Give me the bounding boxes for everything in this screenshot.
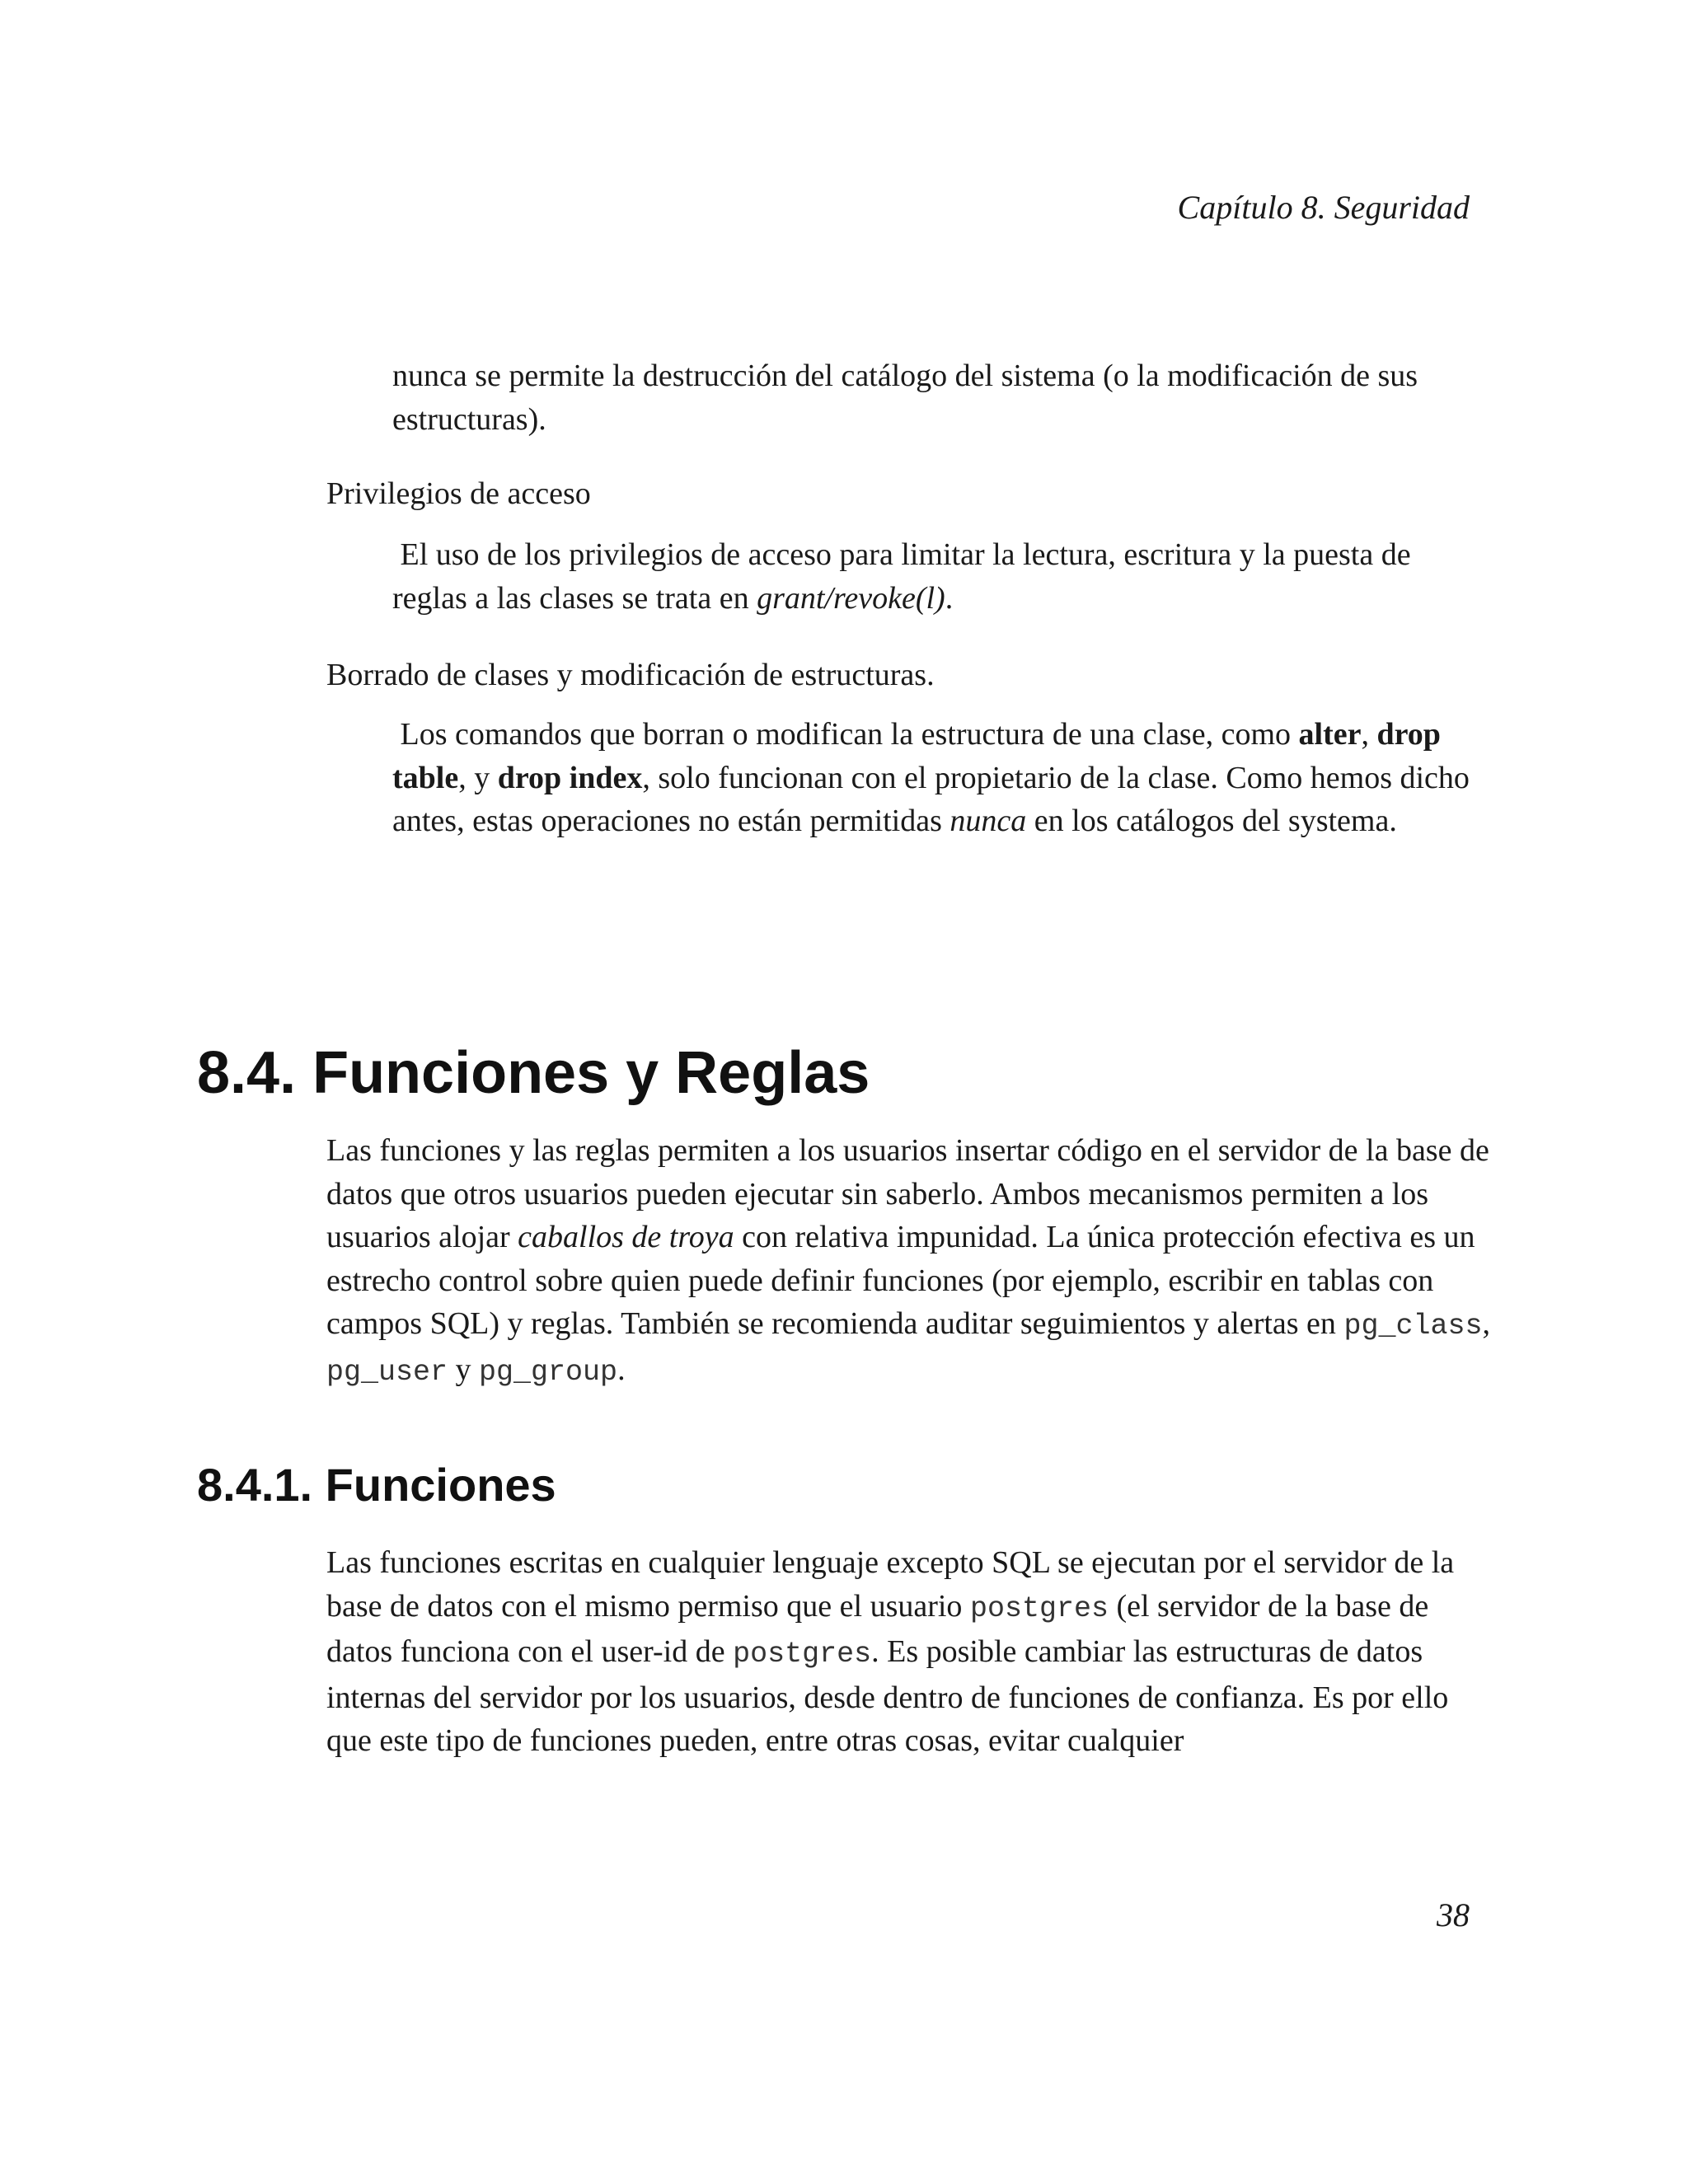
running-header: Capítulo 8. Seguridad [1177, 189, 1470, 226]
code-pg-user: pg_user [326, 1355, 448, 1389]
text-span: . Es posible cambiar las estructuras de datos internas del servidor por los usuarios, desde dentro de funciones de confianza. Es por ello que este tipo de funciones pueden, entre otras cosas, evitar cualquier [326, 1634, 1449, 1758]
text-span: (el servidor de la base de datos funciona con el user-id de [326, 1588, 1429, 1669]
code-postgres: postgres [733, 1638, 872, 1671]
text-span: , solo funcionan con el propietario de la clase. Como hemos dicho antes, estas operaciones no están permitidas [392, 760, 1470, 838]
text-span: , [1482, 1306, 1490, 1341]
text-span: en los catálogos del systema. [1026, 804, 1397, 838]
text-span: con relativa impunidad. La única protección efectiva es un estrecho control sobre quien puede definir funciones (por ejemplo, escribir en tablas con campos SQL) y reglas. También se recomienda auditar seguimientos y alertas en [326, 1220, 1475, 1341]
definition-desc-class-deletion [392, 713, 1489, 843]
emphasis-trojan: caballos de troya [518, 1220, 734, 1254]
definition-term-class-deletion: Borrado de clases y modificación de estructuras. [326, 658, 935, 692]
code-pg-group: pg_group [479, 1355, 618, 1389]
reference-link[interactable]: grant/revoke(l) [757, 580, 945, 616]
text-span: Las funciones escritas en cualquier lenguaje excepto SQL se ejecutan por el servidor de la base de datos con el mismo permiso que el usuario [326, 1545, 1455, 1624]
text-span: . [945, 580, 954, 616]
continuation-paragraph: nunca se permite la destrucción del catálogo del sistema (o la modificación de sus estructuras). [392, 359, 1418, 437]
keyword-drop-index: drop index [497, 760, 643, 795]
text-span: Los comandos que borran o modifican la estructura de una clase, como [400, 717, 1299, 752]
subsection-heading: 8.4.1. Funciones [197, 1459, 556, 1511]
section-paragraph [326, 1129, 1497, 1394]
definition-term-access-privileges: Privilegios de acceso [326, 476, 591, 511]
code-postgres: postgres [969, 1591, 1109, 1625]
keyword-alter: alter [1298, 717, 1362, 752]
text-span: El uso de los privilegios de acceso para limitar la lectura, escritura y la puesta de reglas a las clases se trata en [392, 537, 1411, 616]
keyword-drop-table: drop table [392, 717, 1441, 795]
code-pg-class: pg_class [1343, 1310, 1483, 1343]
definition-desc-access-privileges [392, 533, 1489, 620]
section-heading: 8.4. Funciones y Reglas [197, 1040, 870, 1106]
emphasis-nunca: nunca [950, 804, 1027, 838]
text-span: Las funciones y las reglas permiten a los usuarios insertar código en el servidor de la base de datos que otros usuarios pueden ejecutar sin saberlo. Ambos mecanismos permiten a los usuarios alojar [326, 1133, 1489, 1254]
text-span: , y [458, 760, 498, 795]
text-span: , [1361, 717, 1377, 752]
text-span: y [448, 1352, 480, 1387]
page-number: 38 [1437, 1896, 1470, 1933]
subsection-paragraph [326, 1541, 1497, 1763]
text-span: . [617, 1352, 626, 1387]
